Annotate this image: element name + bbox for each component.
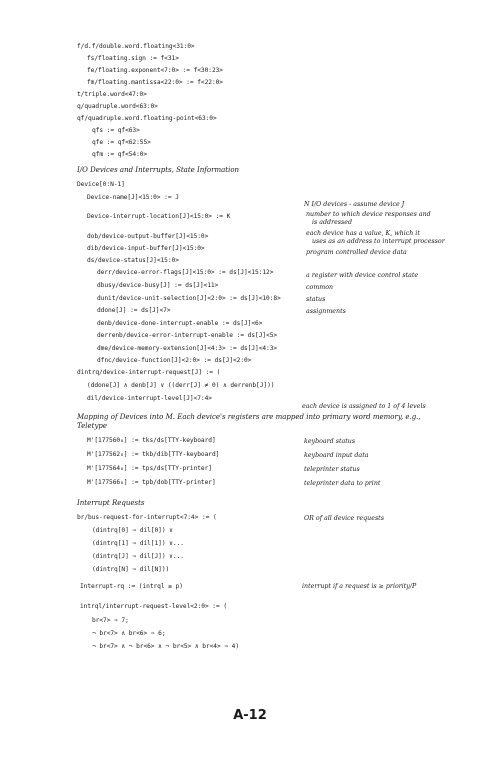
note-line: assignments	[306, 308, 346, 315]
code-line: dfnc/device-function[J]<2:0> := ds[J]<2:0>	[97, 357, 252, 364]
code-line: dob/device-output-buffer[J]<15:0>	[87, 233, 209, 240]
note-line: interrupt if a request is ≥ priority/P	[302, 583, 417, 590]
code-line: dme/device-memory-extension[J]<4:3> := ds[J]<4:3>	[97, 345, 278, 352]
code-line: ds/device-status[J]<15:0>	[87, 257, 179, 264]
code-line: dunit/device-unit-selection[J]<2:0> := ds[J]<10:8>	[97, 295, 281, 302]
code-line: M'[177562₈] := tkb/dib[TTY-keyboard]	[87, 451, 220, 458]
code-line: fs/floating.sign := f<31>	[87, 55, 179, 62]
code-line: Device-interrupt-location[J]<15:0> := K	[87, 213, 231, 220]
note-line: status	[306, 296, 326, 303]
code-line: (ddone[J] ∧ denb[J] ∨ ((derr[J] ≠ 0) ∧ derrenb[J]))	[87, 382, 275, 389]
note-line: each device has a value, K, which it	[306, 230, 420, 237]
code-line: intrql/interrupt-request-level<2:0> := (	[80, 603, 228, 610]
page-number: A-12	[233, 708, 267, 723]
code-line: (dintrq[0] ⇒ dil[0]) ∨	[92, 527, 173, 534]
note-line: program controlled device data	[306, 249, 407, 256]
code-line: ddone[J] := ds[J]<7>	[97, 307, 171, 314]
code-line: Device[0:N-1]	[77, 181, 125, 188]
code-line: (dintrq[J] ⇒ dil[J]) ∨...	[92, 553, 184, 560]
note-line: N I/O devices - assume device J	[304, 201, 405, 208]
code-line: fe/floating.exponent<7:0> := f<30:23>	[87, 67, 223, 74]
code-line: qfm := qf<54:0>	[92, 151, 148, 158]
note-line: each device is assigned to 1 of 4 levels	[302, 403, 426, 410]
note-line: a register with device control state	[306, 272, 419, 279]
section-heading: I/O Devices and Interrupts, State Information	[77, 166, 240, 174]
section-heading: Interrupt Requests	[77, 499, 145, 507]
note-line: OR of all device requests	[304, 515, 384, 522]
code-line: br/bus-request-for-interrupt<7:4> := (	[77, 514, 217, 521]
note-line: teleprinter status	[304, 466, 360, 473]
code-line: q/quadruple.word<63:0>	[77, 103, 158, 110]
code-line: fm/floating.mantissa<22:0> := f<22:0>	[87, 79, 223, 86]
code-line: denb/device-done-interrupt-enable := ds[J]<6>	[97, 320, 263, 327]
note-line: keyboard status	[304, 438, 356, 445]
note-line: keyboard input data	[304, 452, 369, 459]
paragraph-line: Teletype	[77, 422, 108, 430]
code-line: M'[177560₈] := tks/ds[TTY-keyboard]	[87, 437, 216, 444]
note-line: is addressed	[312, 219, 353, 226]
code-line: ¬ br<7> ∧ ¬ br<6> ∧ ¬ br<5> ∧ br<4> ⇒ 4)	[92, 643, 240, 650]
code-line: br<7> ⇒ 7;	[92, 617, 129, 624]
note-line: number to which device responses and	[306, 211, 431, 218]
code-line: qfs := qf<63>	[92, 127, 140, 134]
note-line: teleprinter data to print	[304, 480, 381, 487]
code-line: dib/device-input-buffer[J]<15:0>	[87, 245, 205, 252]
code-line: derrenb/device-error-interrupt-enable := ds[J]<5>	[97, 332, 278, 339]
code-line: dil/device-interrupt-level[J]<7:4>	[87, 395, 212, 402]
code-line: (dintrq[N] ⇒ dil[N]))	[92, 566, 170, 573]
paragraph-line: Mapping of Devices into M. Each device's registers are mapped into primary word memory, e.g.,	[77, 413, 421, 421]
code-line: dintrq/device-interrupt-request[J] := (	[77, 369, 221, 376]
code-line: Interrupt-rq := (intrql ≥ p)	[80, 583, 183, 590]
code-line: dbusy/device-busy[J] := ds[J]<11>	[97, 282, 219, 289]
code-line: qfe := qf<62:55>	[92, 139, 151, 146]
code-line: f/d.f/double.word.floating<31:0>	[77, 43, 195, 50]
code-line: Device-name[J]<15:0> := J	[87, 194, 179, 201]
code-line: derr/device-error-flags[J]<15:0> := ds[J]<15:12>	[97, 269, 274, 276]
code-line: M'[177564₈] := tps/ds[TTY-printer]	[87, 465, 212, 472]
code-line: qf/quadruple.word.floating-point<63:0>	[77, 115, 217, 122]
code-line: ¬ br<7> ∧ br<6> ⇒ 6;	[92, 630, 166, 637]
code-line: t/triple.word<47:0>	[77, 91, 147, 98]
code-line: M'[177566₈] := tpb/dob[TTY-printer]	[87, 479, 216, 486]
code-line: (dintrq[1] ⇒ dil[1]) ∨...	[92, 540, 184, 547]
note-line: uses as an address to interrupt processor	[312, 238, 445, 245]
note-line: common	[306, 284, 334, 291]
